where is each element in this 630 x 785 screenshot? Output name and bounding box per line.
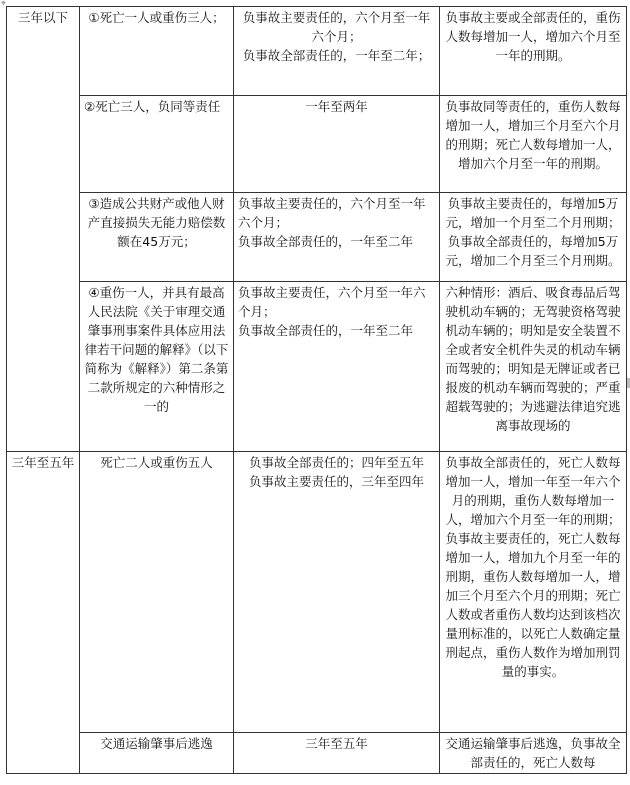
condition-cell: ③造成公共财产或他人财产直接损失无能力赔偿数额在45万元；: [80, 193, 234, 282]
table-row: [7, 7, 627, 96]
increase-rule-cell: 负事故主要或全部责任的，重伤人数每增加一人，增加六个月至一年的刑期。: [440, 7, 627, 96]
sentence-level-cell: 三年至五年: [7, 452, 80, 774]
base-sentence-cell: [234, 452, 440, 733]
table-row: [7, 733, 627, 774]
base-sentence-line: 负事故全部责任的，一年至二年: [238, 323, 414, 338]
condition-cell: ④重伤一人，并具有最高人民法院《关于审理交通肇事刑事案件具体应用法律若干问题的解释》（以下简称为《解释》）第二条第二款所规定的六种情形之一的: [80, 282, 234, 452]
increase-rule-cell: 六种情形：酒后、吸食毒品后驾驶机动车辆的；无驾驶资格驾驶机动车辆的；明知是安全装置不全或者安全机件失灵的机动车辆而驾驶的；明知是无牌证或者已报废的机动车辆而驾驶的；严重超载驾驶的；为逃避法律追究逃离事故现场的: [440, 282, 627, 452]
table-row: [7, 96, 627, 193]
table-row: [7, 452, 627, 733]
table-row: [7, 193, 627, 282]
table-move-handle-icon[interactable]: ⌖: [1, 0, 7, 9]
condition-cell: 死亡二人或重伤五人: [80, 452, 234, 733]
base-sentence-line: 三年至五年: [305, 736, 368, 751]
sentence-level-cell: 三年以下: [7, 7, 80, 452]
base-sentence-cell: [234, 7, 440, 96]
sentencing-table: [6, 6, 627, 774]
table-row: [7, 282, 627, 452]
base-sentence-cell: [234, 96, 440, 193]
base-sentence-line: 负事故主要责任的，三年至四年: [248, 474, 424, 489]
increase-rule-cell: 负事故同等责任的，重伤人数每增加一人，增加三个月至六个月的刑期；死亡人数每增加一人，增加六个月至一年的刑期。: [440, 96, 627, 193]
base-sentence-cell: [234, 282, 440, 452]
base-sentence-line: 负事故主要责任的，六个月至一年六个月；: [242, 10, 431, 44]
base-sentence-line: 负事故全部责任的，一年至二年；: [242, 48, 431, 63]
condition-cell: ②死亡三人，负同等责任: [80, 96, 234, 193]
condition-cell: ①死亡一人或重伤三人；: [80, 7, 234, 96]
base-sentence-line: 负事故主要责任的，六个月至一年六个月；: [238, 196, 426, 230]
base-sentence-line: 负事故全部责任的；四年至五年: [248, 455, 424, 470]
increase-rule-cell: 交通运输肇事后逃逸，负事故全部责任的，死亡人数每: [440, 733, 627, 774]
base-sentence-line: 负事故全部责任的，一年至二年: [238, 234, 414, 249]
increase-rule-cell: 负事故主要责任的，每增加5万元，增加一个月至二个月刑期；负事故全部责任的，每增加5万元，增加二个月至三个月刑期。: [440, 193, 627, 282]
base-sentence-line: 一年至两年: [305, 99, 368, 114]
increase-rule-cell: 负事故全部责任的，死亡人数每增加一人，增加一年至一年六个月的刑期，重伤人数每增加一人，增加六个月至一年的刑期；负事故主要责任的，死亡人数每增加一人，增加九个月至一年的刑期，重伤人数每增加一人，增加三个月至六个月的刑期；死亡人数或者重伤人数均达到该档次量刑标准的，以死亡人数确定量刑起点，重伤人数作为增加刑罚量的事实。: [440, 452, 627, 733]
base-sentence-cell: [234, 733, 440, 774]
condition-cell: 交通运输肇事后逃逸: [80, 733, 234, 774]
base-sentence-line: 负事故主要责任，六个月至一年六个月；: [238, 285, 426, 319]
base-sentence-cell: [234, 193, 440, 282]
